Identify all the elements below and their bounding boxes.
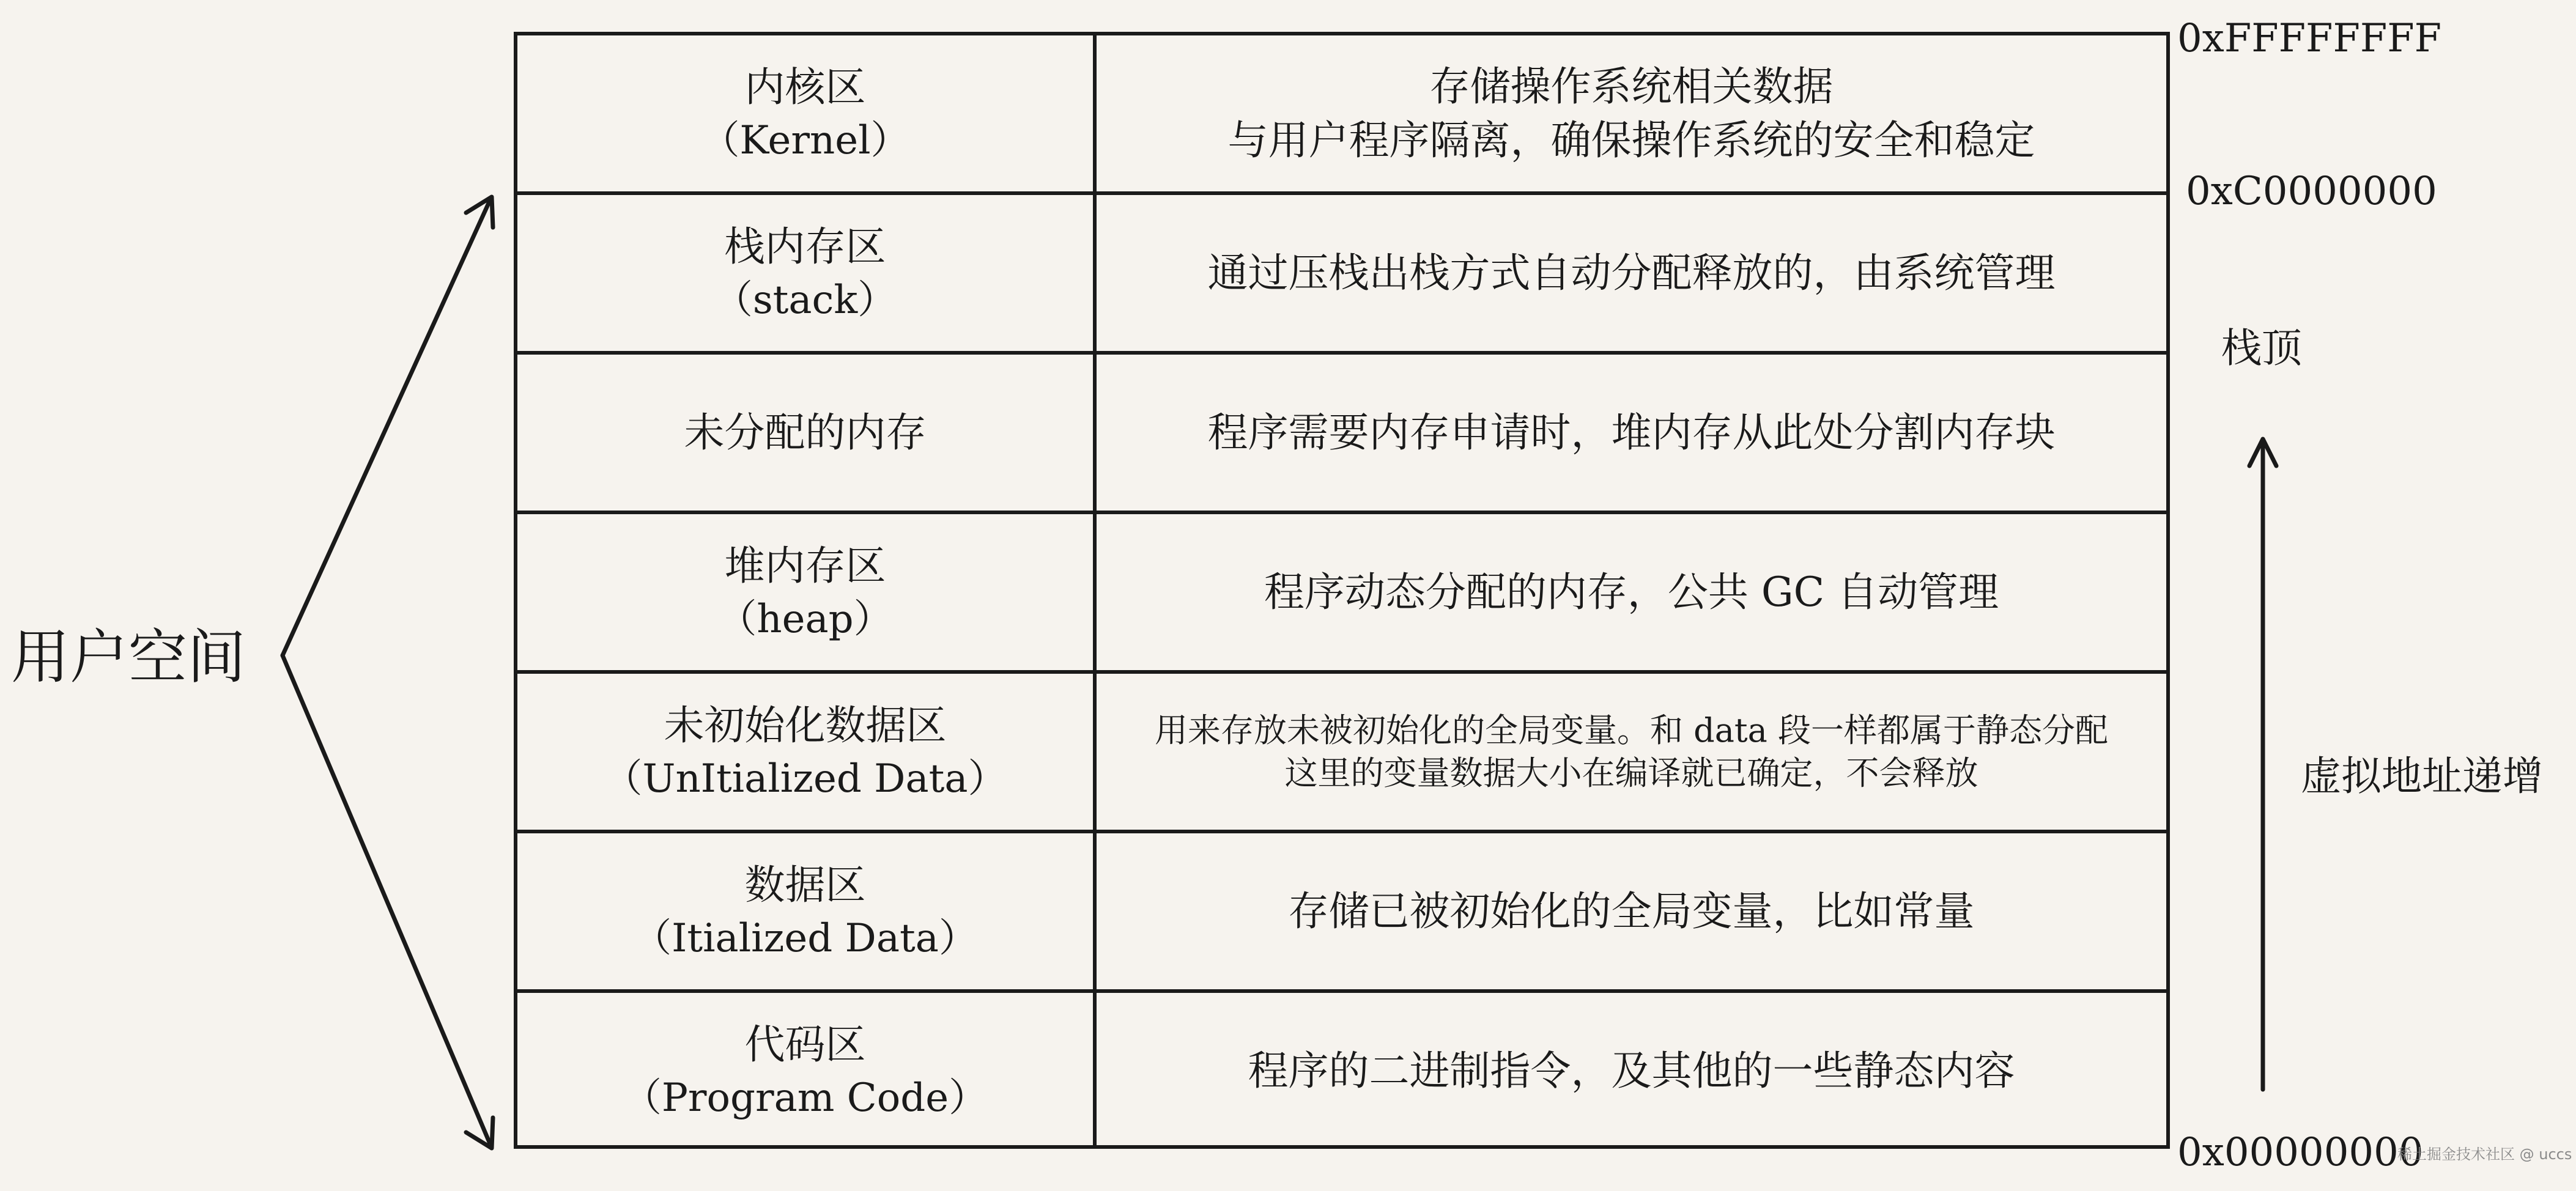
- stack-top-label: 栈顶: [2221, 325, 2302, 372]
- region-row-data: [517, 833, 2166, 993]
- address-growth-label: 虚拟地址递增: [2301, 753, 2543, 800]
- user-space-bracket-lower: [283, 655, 489, 1142]
- region-description-line: 用来存放未被初始化的全局变量。和 data 段一样都属于静态分配: [1155, 710, 2108, 750]
- region-name: 栈内存区: [724, 223, 886, 270]
- region-name: 未初始化数据区: [664, 701, 947, 749]
- region-english-name: （stack）: [713, 277, 897, 323]
- region-row-bss: [517, 674, 2166, 833]
- region-english-name: （Program Code）: [622, 1075, 988, 1121]
- region-description-cell: [1097, 993, 2166, 1149]
- region-name-cell: [517, 195, 1097, 351]
- region-name: 数据区: [744, 861, 866, 909]
- address-top: 0xFFFFFFFF: [2177, 16, 2442, 61]
- region-row-code: [517, 993, 2166, 1149]
- region-description-cell: [1097, 355, 2166, 511]
- region-description-line: 存储已被初始化的全局变量，比如常量: [1288, 887, 1975, 935]
- region-name-cell: [517, 514, 1097, 670]
- region-name-cell: [517, 993, 1097, 1149]
- region-description-line: 程序需要内存申请时，堆内存从此处分割内存块: [1207, 408, 2056, 456]
- region-description-line: 存储操作系统相关数据: [1429, 62, 1834, 110]
- region-name-cell: [517, 674, 1097, 830]
- region-english-name: （heap）: [717, 596, 893, 642]
- region-row-kernel: [517, 35, 2166, 195]
- region-row-unallocated: [517, 355, 2166, 514]
- region-description-line: 程序动态分配的内存，公共 GC 自动管理: [1264, 568, 1999, 616]
- address-bottom: 0x00000000: [2177, 1130, 2424, 1175]
- region-row-stack: [517, 195, 2166, 355]
- user-space-bracket-upper: [283, 202, 489, 655]
- region-row-heap: [517, 514, 2166, 674]
- region-name-cell: [517, 35, 1097, 191]
- region-name-cell: [517, 355, 1097, 511]
- memory-regions-table: [514, 32, 2170, 1149]
- user-space-label: 用户空间: [11, 623, 246, 691]
- region-english-name: （Kernel）: [700, 117, 910, 163]
- region-description-cell: [1097, 35, 2166, 191]
- region-name: 代码区: [744, 1020, 866, 1068]
- region-name: 堆内存区: [724, 542, 886, 589]
- region-description-cell: [1097, 195, 2166, 351]
- region-name: 未分配的内存: [684, 408, 927, 456]
- region-description-line: 程序的二进制指令，及其他的一些静态内容: [1248, 1047, 2015, 1094]
- region-description-cell: [1097, 674, 2166, 830]
- region-description-line: 通过压栈出栈方式自动分配释放的，由系统管理: [1207, 249, 2056, 297]
- address-kernel-boundary: 0xC0000000: [2186, 169, 2437, 214]
- region-name: 内核区: [744, 63, 866, 111]
- region-name-cell: [517, 833, 1097, 989]
- region-description-cell: [1097, 514, 2166, 670]
- region-description-cell: [1097, 833, 2166, 989]
- region-description-line: 与用户程序隔离，确保操作系统的安全和稳定: [1227, 116, 2035, 164]
- watermark: 稀土掘金技术社区 @ uccs: [2397, 1146, 2572, 1163]
- region-english-name: （Itialized Data）: [632, 915, 978, 961]
- region-english-name: （UnItialized Data）: [603, 756, 1007, 802]
- region-description-line: 这里的变量数据大小在编译就已确定，不会释放: [1284, 753, 1978, 792]
